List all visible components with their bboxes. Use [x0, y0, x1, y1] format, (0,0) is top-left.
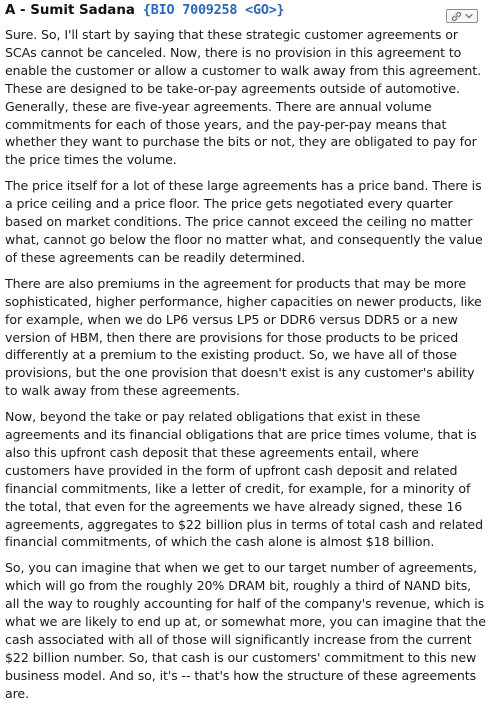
answer-paragraph: The price itself for a lot of these large agreements has a price band. There is a price ceiling and a price floor. The price gets negotiated every quarter based on market conditions. The price cannot exceed the ceiling no matter what, cannot go below the floor no matter what, and consequently the value of these agreements can be readily determined. — [5, 178, 483, 265]
answer-paragraph: So, you can imagine that when we get to our target number of agreements, which will go from the roughly 20% DRAM bit, roughly a third of NAND bits, all the way to roughly accounting for half of the company's revenue, which is what we are likely to end up at, or somewhat more, you can imagine that the cash associated with all of those will significantly increase from the current $22 billion number. So, that cash is our customers' commitment to this new business model. And so, it's -- that's how the structure of these agreements are. — [5, 560, 486, 701]
answer-paragraph: Now, beyond the take or pay related obligations that exist in these agreements and its financial obligations that are price times volume, that is also this upfront cash deposit that these agreements entail, where customers have provided in the form of upfront cash deposit and related financial commitments, like a letter of credit, for example, for a minority of the total, that even for the agreements we have already signed, these 16 agreements, aggregates to $22 billion plus in terms of total cash and related financial commitments, of which the cash alone is almost $18 billion. — [5, 409, 483, 550]
answer-paragraph: Sure. So, I'll start by saying that these strategic customer agreements or SCAs cannot be canceled. Now, there is no provision in this agreement to enable the customer or allow a customer to walk away from this agreement. These are designed to be take-or-pay agreements outside of automotive. Generally, these are five-year agreements. There are annual volume commitments for each of those years, and the pay-per-pay means that whether they want to purchase the bits or not, they are obligated to pay for the price times the volume. — [5, 27, 481, 168]
link-options-button[interactable] — [446, 9, 478, 23]
speaker-header — [5, 0, 284, 20]
link-icon — [451, 11, 462, 22]
answer-paragraph: There are also premiums in the agreement for products that may be more sophisticated, higher performance, higher capacities on newer products, like for example, when we do LP6 versus LP5 or DDR6 versus DDR5 or a new version of HBM, then there are provisions for those products to be priced differently at a premium to the existing product. So, we have all of those provisions, but the one provision that doesn't exist is any customer's ability to walk away from these agreements. — [5, 275, 482, 399]
speaker-name: A - Sumit Sadana — [5, 2, 135, 18]
chevron-down-icon — [465, 12, 473, 20]
answer-body — [5, 26, 486, 711]
bio-link[interactable]: {BIO 7009258 <GO>} — [142, 2, 285, 18]
